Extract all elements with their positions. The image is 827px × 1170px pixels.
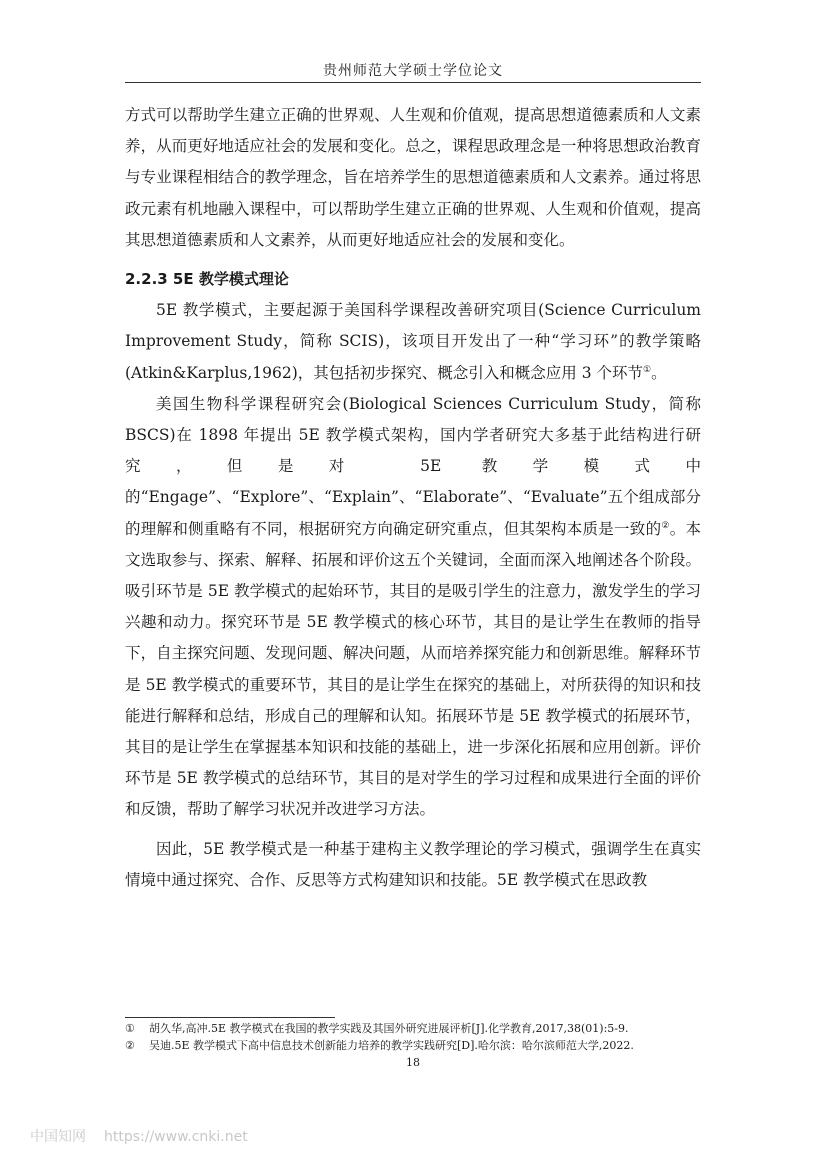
watermark-brand: 中国知网	[30, 1129, 86, 1145]
watermark	[30, 1126, 248, 1146]
footnote-ref-1[interactable]: ①	[643, 364, 652, 375]
paragraph-1-text: 5E 教学模式，主要起源于美国科学课程改善研究项目(Science Curriculum Improvement Study，简称 SCIS)，该项目开发出了一种“学习环”的教学策略(Atkin&Karplus,1962)，其包括初步探究、概念引入和概念应用 3 个环节	[125, 301, 701, 382]
paragraph-2-text-a: 美国生物科学课程研究会(Biological Sciences Curriculum Study，简称 BSCS)在 1898 年提出 5E 教学模式架构，国内学者研究大多基于此结构进行研究，但是对 5E 教学模式中的“Engage”、“Explore”、“Explain”、“Elaborate”、“Evaluate”五个组成部分的理解和侧重略有不同，根据研究方向确定研究重点，但其架构本质是一致的	[125, 394, 701, 538]
page-number: 18	[406, 1056, 420, 1069]
paragraph-1-end: 。	[651, 363, 667, 382]
footnote-text: 胡久华,高冲.5E 教学模式在我国的教学实践及其国外研究进展评析[J].化学教育,2017,38(01):5-9.	[149, 1022, 629, 1035]
footnote-text: 吴迪.5E 教学模式下高中信息技术创新能力培养的教学实践研究[D].哈尔滨：哈尔滨师范大学,2022.	[149, 1039, 634, 1052]
section-heading: 2.2.3 5E 教学模式理论	[125, 270, 289, 289]
footnote-mark: ①	[125, 1022, 135, 1035]
watermark-url: https://www.cnki.net	[104, 1129, 248, 1145]
paragraph-1	[125, 295, 701, 389]
paragraph-2	[125, 389, 701, 826]
paragraph-3: 因此，5E 教学模式是一种基于建构主义教学理论的学习模式，强调学生在真实情境中通过探究、合作、反思等方式构建知识和技能。5E 教学模式在思政教	[125, 839, 701, 889]
header-divider	[125, 82, 701, 83]
footnotes	[125, 1020, 701, 1054]
main-text	[125, 100, 701, 896]
spacer	[125, 256, 701, 264]
footnote-divider	[125, 1017, 335, 1018]
footnote-mark: ②	[125, 1039, 135, 1052]
footnote-2	[125, 1037, 701, 1054]
footnote-1	[125, 1020, 701, 1037]
running-header: 贵州师范大学硕士学位论文	[323, 63, 503, 79]
footnote-ref-2[interactable]: ②	[661, 520, 670, 531]
paragraph-2-text-b: 。本文选取参与、探索、解释、拓展和评价这五个关键词，全面而深入地阐述各个阶段。吸引环节是 5E 教学模式的起始环节，其目的是吸引学生的注意力，激发学生的学习兴趣和动力。探究环节是 5E 教学模式的核心环节，其目的是让学生在教师的指导下，自主探究问题、发现问题、解决问题，从而培养探究能力和创新思维。解释环节是 5E 教学模式的重要环节，其目的是让学生在探究的基础上，对所获得的知识和技能进行解释和总结，形成自己的理解和认知。拓展环节是 5E 教学模式的拓展环节，其目的是让学生在掌握基本知识和技能的基础上，进一步深化拓展和应用创新。评价环节是 5E 教学模式的总结环节，其目的是对学生的学习过程和成果进行全面的评价和反馈，帮助了解学习状况并改进学习方法。	[125, 519, 701, 819]
paragraph-continuation: 方式可以帮助学生建立正确的世界观、人生观和价值观，提高思想道德素质和人文素养，从而更好地适应社会的发展和变化。总之，课程思政理念是一种将思想政治教育与专业课程相结合的教学理念，旨在培养学生的思想道德素质和人文素养。通过将思政元素有机地融入课程中，可以帮助学生建立正确的世界观、人生观和价值观，提高其思想道德素质和人文素养，从而更好地适应社会的发展和变化。	[125, 106, 701, 249]
spacer	[125, 826, 701, 834]
